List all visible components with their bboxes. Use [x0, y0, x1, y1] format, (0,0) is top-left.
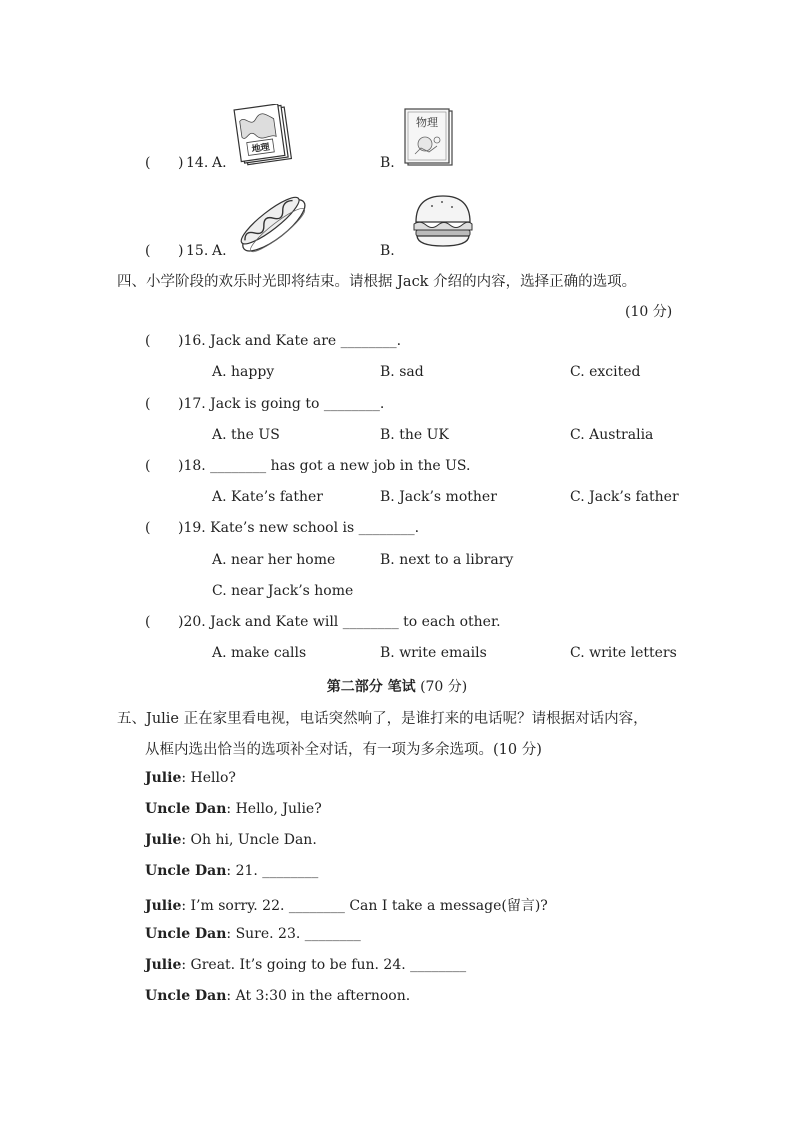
dialog-line: [145, 770, 236, 786]
dialog-text: : Sure. 23. ________: [226, 926, 361, 942]
answer-paren-open-14: (: [145, 155, 151, 171]
part-2-heading: [0, 676, 794, 696]
physics-book-icon: [403, 108, 455, 168]
dialog-speaker: Julie: [145, 898, 182, 914]
answer-paren-open-18: (: [145, 458, 151, 474]
dialog-line: [145, 895, 548, 915]
dialog-speaker: Uncle Dan: [145, 801, 227, 817]
option-c-18: C. Jack’s father: [570, 489, 679, 505]
section-5-title-line-2: 从框内选出恰当的选项补全对话，有一项为多余选项。(10 分): [145, 742, 542, 758]
option-a-label-15: A.: [212, 243, 227, 259]
option-a-20: A. make calls: [212, 645, 307, 661]
option-c-16: C. excited: [570, 364, 641, 380]
option-c-17: C. Australia: [570, 427, 654, 443]
physics-book-title: 物理: [416, 116, 438, 129]
question-number-15: 15.: [186, 243, 209, 259]
section-4-title: 四、小学阶段的欢乐时光即将结束。请根据 Jack 介绍的内容，选择正确的选项。: [117, 274, 637, 290]
answer-paren-open-16: (: [145, 333, 151, 349]
section-4-score: (10 分): [625, 304, 673, 320]
dialog-text: : Hello?: [181, 770, 236, 786]
option-c-19: C. near Jack’s home: [212, 583, 354, 599]
question-number-14: 14.: [186, 155, 209, 171]
option-a-16: A. happy: [212, 364, 275, 380]
dialog-speaker: Julie: [145, 957, 182, 973]
question-stem-19: )19. Kate’s new school is ________.: [178, 520, 420, 536]
geography-book-icon: [232, 104, 298, 168]
dialog-text: : 21. ________: [226, 863, 319, 879]
dialog-line: [145, 863, 318, 879]
part-2-title: 第二部分 笔试: [326, 679, 416, 695]
option-b-label-14: B.: [380, 155, 395, 171]
dialog-speaker: Julie: [145, 832, 182, 848]
question-stem-18: )18. ________ has got a new job in the US.: [178, 458, 471, 474]
dialog-line: [145, 926, 361, 942]
answer-paren-open-19: (: [145, 520, 151, 536]
option-b-17: B. the UK: [380, 427, 449, 443]
dialog-text: : Great. It’s going to be fun. 24. ________: [181, 957, 467, 973]
option-a-label-14: A.: [212, 155, 227, 171]
option-c-20: C. write letters: [570, 645, 677, 661]
section-5-title-line-1: 五、Julie 正在家里看电视，电话突然响了，是谁打来的电话呢？请根据对话内容，: [117, 711, 648, 727]
answer-paren-close-15: ): [178, 243, 184, 259]
option-b-18: B. Jack’s mother: [380, 489, 497, 505]
dialog-text: : I’m sorry. 22. ________ Can I take a message(留言)?: [181, 898, 548, 914]
dialog-line: [145, 832, 317, 848]
dialog-line: [145, 957, 466, 973]
geography-book-title: 地理: [251, 142, 271, 155]
option-b-label-15: B.: [380, 243, 395, 259]
dialog-text: : At 3:30 in the afternoon.: [226, 988, 411, 1004]
question-stem-20: )20. Jack and Kate will ________ to each other.: [178, 614, 501, 630]
question-stem-16: )16. Jack and Kate are ________.: [178, 333, 402, 349]
hot-dog-icon: [232, 188, 312, 258]
question-stem-17: )17. Jack is going to ________.: [178, 396, 385, 412]
option-a-18: A. Kate’s father: [212, 489, 323, 505]
option-b-16: B. sad: [380, 364, 424, 380]
hamburger-icon: [410, 192, 476, 250]
dialog-text: : Hello, Julie?: [226, 801, 322, 817]
option-b-19: B. next to a library: [380, 552, 514, 568]
dialog-line: [145, 801, 322, 817]
dialog-speaker: Uncle Dan: [145, 988, 227, 1004]
answer-paren-open-15: (: [145, 243, 151, 259]
option-b-20: B. write emails: [380, 645, 487, 661]
option-a-19: A. near her home: [212, 552, 336, 568]
option-a-17: A. the US: [212, 427, 280, 443]
part-2-score: (70 分): [420, 679, 468, 695]
dialog-text: : Oh hi, Uncle Dan.: [181, 832, 317, 848]
dialog-line: [145, 988, 410, 1004]
answer-paren-open-17: (: [145, 396, 151, 412]
answer-paren-open-20: (: [145, 614, 151, 630]
dialog-speaker: Julie: [145, 770, 182, 786]
dialog-speaker: Uncle Dan: [145, 863, 227, 879]
answer-paren-close-14: ): [178, 155, 184, 171]
dialog-speaker: Uncle Dan: [145, 926, 227, 942]
